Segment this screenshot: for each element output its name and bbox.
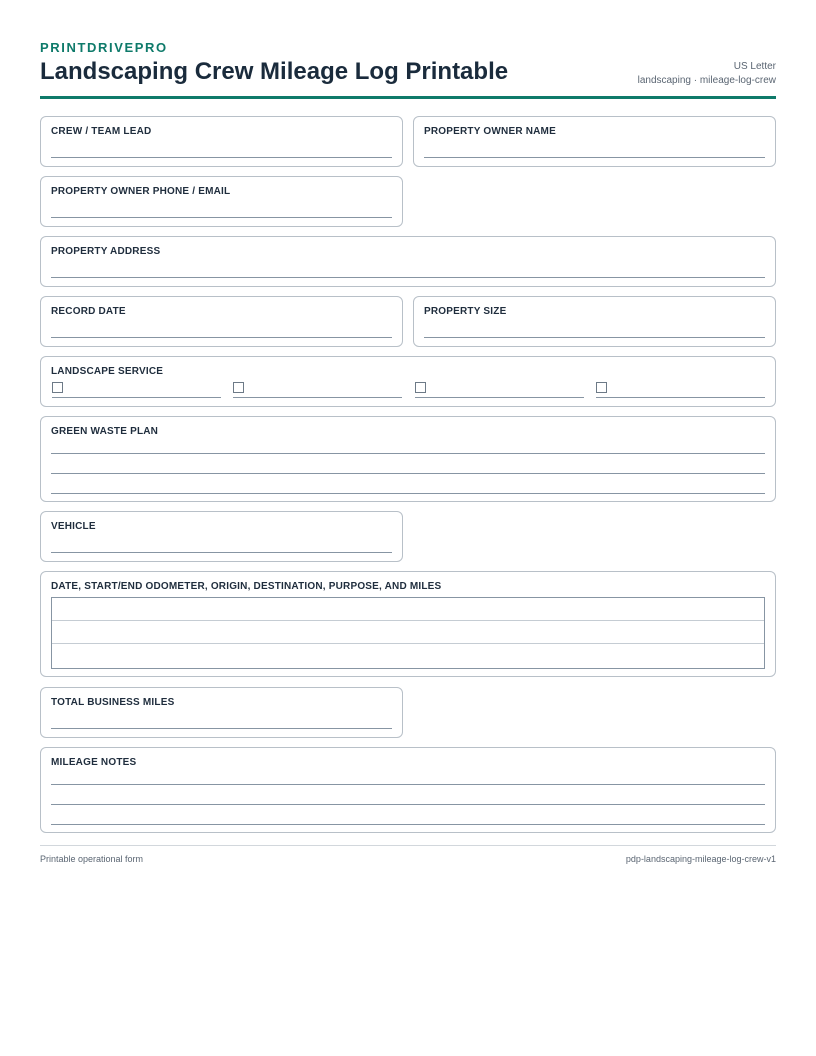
property-size-field[interactable]: [413, 296, 776, 347]
paper-size: US Letter: [733, 61, 776, 72]
address-field[interactable]: [40, 236, 776, 287]
owner-name-line[interactable]: [424, 157, 765, 158]
service-option-line-1[interactable]: [52, 397, 221, 398]
waste-plan-line-2[interactable]: [51, 473, 765, 474]
service-option-line-3[interactable]: [415, 397, 584, 398]
service-checkbox-4[interactable]: [596, 382, 607, 393]
page-title: Landscaping Crew Mileage Log Printable: [40, 58, 509, 85]
vehicle-label: VEHICLE: [51, 521, 96, 532]
notes-field[interactable]: [40, 747, 776, 833]
service-label: LANDSCAPE SERVICE: [51, 366, 164, 377]
vehicle-field[interactable]: [40, 511, 403, 562]
owner-contact-label: PROPERTY OWNER PHONE / EMAIL: [51, 186, 231, 197]
brand-name: PRINTDRIVEPRO: [40, 40, 168, 55]
property-size-line[interactable]: [424, 337, 765, 338]
trip-log-label: DATE, START/END ODOMETER, ORIGIN, DESTINATION, PURPOSE, AND MILES: [51, 581, 442, 592]
total-miles-label: TOTAL BUSINESS MILES: [51, 697, 175, 708]
notes-label: MILEAGE NOTES: [51, 757, 137, 768]
service-checkbox-1[interactable]: [52, 382, 63, 393]
vehicle-line[interactable]: [51, 552, 392, 553]
service-field[interactable]: [40, 356, 776, 407]
crew-lead-line[interactable]: [51, 157, 392, 158]
waste-plan-field[interactable]: [40, 416, 776, 502]
crew-lead-label: CREW / TEAM LEAD: [51, 126, 152, 137]
service-checkbox-2[interactable]: [233, 382, 244, 393]
document-slug: landscaping · mileage-log-crew: [637, 75, 776, 86]
waste-plan-line-1[interactable]: [51, 453, 765, 454]
address-line[interactable]: [51, 277, 765, 278]
address-label: PROPERTY ADDRESS: [51, 246, 161, 257]
trip-log-row[interactable]: [52, 644, 764, 667]
owner-contact-field[interactable]: [40, 176, 403, 227]
owner-name-label: PROPERTY OWNER NAME: [424, 126, 556, 137]
waste-plan-line-3[interactable]: [51, 493, 765, 494]
notes-line-3[interactable]: [51, 824, 765, 825]
waste-plan-label: GREEN WASTE PLAN: [51, 426, 159, 437]
footer-form-id: pdp-landscaping-mileage-log-crew-v1: [625, 854, 776, 864]
notes-line-1[interactable]: [51, 784, 765, 785]
total-miles-field[interactable]: [40, 687, 403, 738]
service-checkbox-3[interactable]: [415, 382, 426, 393]
record-date-line[interactable]: [51, 337, 392, 338]
footer-description: Printable operational form: [40, 854, 144, 864]
crew-lead-field[interactable]: [40, 116, 403, 167]
trip-log-row[interactable]: [52, 621, 764, 644]
owner-name-field[interactable]: [413, 116, 776, 167]
record-date-field[interactable]: [40, 296, 403, 347]
property-size-label: PROPERTY SIZE: [424, 306, 507, 317]
service-option-line-4[interactable]: [596, 397, 765, 398]
total-miles-line[interactable]: [51, 728, 392, 729]
document-meta: [638, 60, 776, 88]
owner-contact-line[interactable]: [51, 217, 392, 218]
trip-log-row[interactable]: [52, 598, 764, 621]
trip-log-field[interactable]: [40, 571, 776, 677]
footer-divider: [40, 845, 776, 846]
header-divider: [40, 96, 776, 99]
service-option-line-2[interactable]: [233, 397, 402, 398]
trip-log-table[interactable]: [51, 597, 765, 669]
record-date-label: RECORD DATE: [51, 306, 126, 317]
notes-line-2[interactable]: [51, 804, 765, 805]
